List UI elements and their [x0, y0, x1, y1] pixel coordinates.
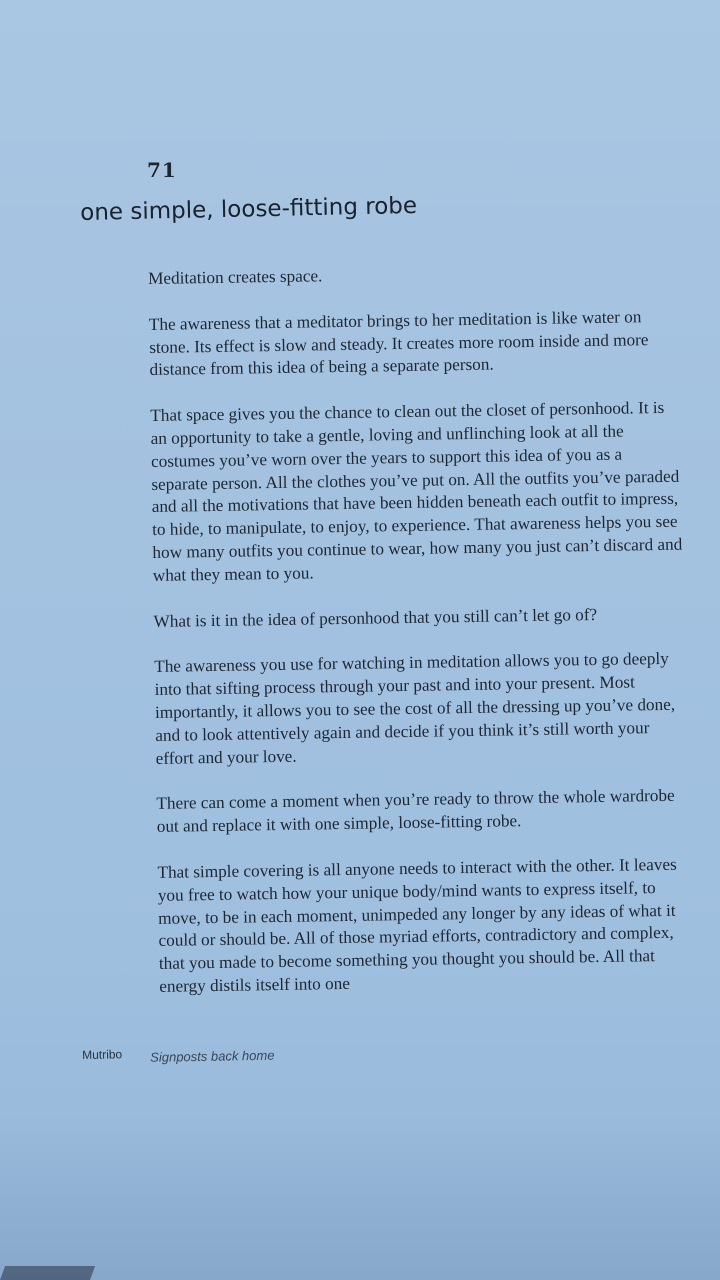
book-edge	[0, 1266, 95, 1280]
paragraph: What is it in the idea of personhood that you still can’t let go of?	[153, 604, 598, 631]
paragraph: Meditation creates space.	[148, 266, 323, 288]
page-footer	[82, 1043, 275, 1064]
paragraph: The awareness that a meditator brings to her meditation is like water on stone. Its effect is slow and steady. It creates more room inside and more distance from this idea of being a separate person.	[148, 307, 649, 380]
body-text	[148, 260, 690, 1022]
paragraph: There can come a moment when you’re ready to throw the whole wardrobe out and replace it with one simple, loose-fitting robe.	[156, 786, 675, 837]
footer-author: Mutribo	[82, 1047, 123, 1062]
page-shadow	[0, 1120, 720, 1280]
paragraph: That space gives you the chance to clean out the closet of personhood. It is an opportunity to take a gentle, loving and unflinching look at all the costumes you’ve worn over the years to support this idea of you as a separate person. All the clothes you’ve put on. All the outfits you’ve paraded and all the motivations that have been hidden beneath each outfit to impress, to hide, to manipulate, to enjoy, to experience. That awareness helps you see how many outfits you continue to wear, how many you just can’t discard and what they mean to you.	[150, 398, 683, 585]
paragraph: The awareness you use for watching in meditation allows you to go deeply into that sifting process through your past and into your present. Most importantly, it allows you to see the cost of all the dressing up you’ve done, and to look attentively again and decide if you think it’s still worth your effort and your love.	[154, 649, 676, 768]
paragraph: That simple covering is all anyone needs to interact with the other. It leaves you free to watch how your unique body/mind wants to express itself, to move, to be in each moment, unimpeded any longer by any ideas of what it could or should be. All of those myriad efforts, contradictory and complex, that you made to become something you thought you should be. All that energy distils itself into one	[157, 854, 677, 996]
footer-book-title: Signposts back home	[150, 1047, 275, 1065]
chapter-title: one simple, loose-fitting robe	[80, 192, 418, 226]
page-number: 71	[147, 158, 177, 182]
